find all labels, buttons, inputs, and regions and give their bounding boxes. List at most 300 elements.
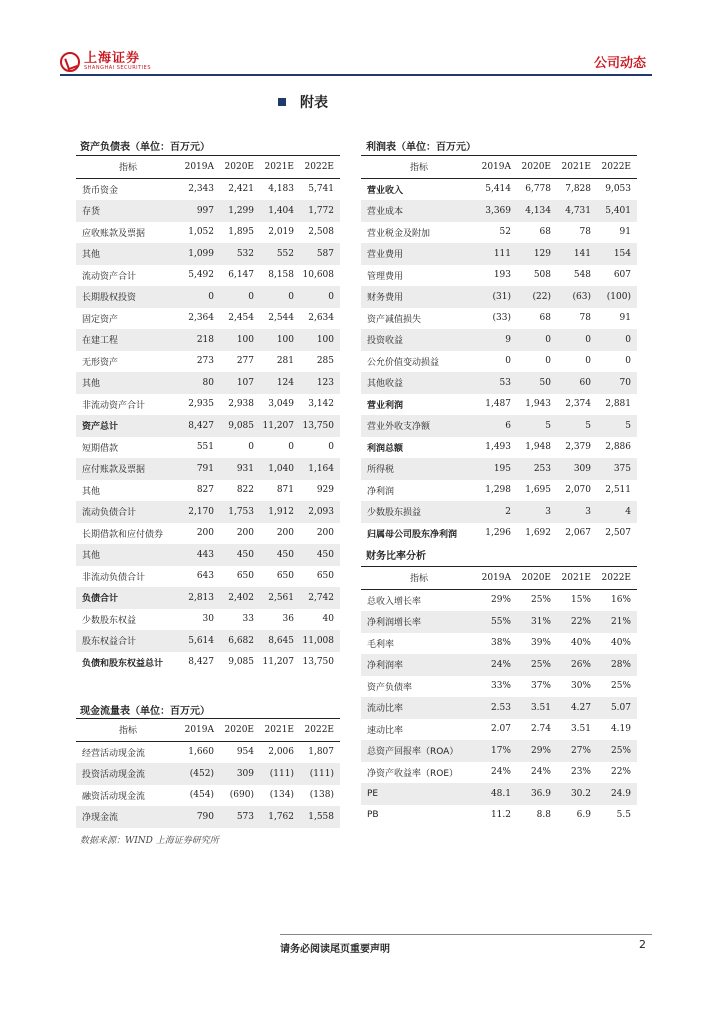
- table-row: [361, 611, 637, 633]
- cell-value: 1,404: [268, 205, 294, 216]
- cell-value: 2,421: [228, 184, 254, 195]
- cell-value: 11,008: [302, 635, 334, 646]
- cell-value: 1,040: [268, 463, 294, 474]
- cell-value: 281: [276, 356, 294, 367]
- row-label: 公允价值变动损益: [367, 357, 440, 368]
- table-row: [361, 265, 637, 287]
- cell-value: (100): [606, 291, 631, 302]
- row-label: 利润总额: [367, 443, 404, 454]
- cell-value: (33): [492, 313, 511, 324]
- cell-value: 36.9: [530, 788, 551, 799]
- table-row: [361, 372, 637, 394]
- cell-value: 0: [545, 356, 551, 367]
- cell-value: 6,778: [525, 184, 551, 195]
- cell-value: 3.51: [530, 702, 551, 713]
- cell-value: 929: [316, 485, 334, 496]
- cell-value: 13,750: [302, 657, 334, 668]
- cell-value: 375: [613, 463, 631, 474]
- cell-value: 791: [196, 463, 214, 474]
- cell-value: 11.2: [490, 810, 511, 821]
- cell-value: 871: [276, 485, 294, 496]
- cell-value: 38%: [490, 638, 511, 649]
- table-row: [76, 329, 340, 351]
- table-row: [361, 243, 637, 265]
- cell-value: 30: [202, 614, 214, 625]
- cell-value: 29%: [490, 595, 511, 606]
- column-header: 2022E: [300, 156, 340, 179]
- cell-value: 29%: [530, 745, 551, 756]
- table-row: [361, 394, 637, 416]
- cell-value: 195: [493, 463, 511, 474]
- column-header: 2021E: [260, 156, 300, 179]
- row-label: 非流动负债合计: [82, 572, 146, 583]
- page-number: 2: [639, 938, 646, 951]
- cell-value: 573: [236, 811, 254, 822]
- cell-value: 24%: [490, 767, 511, 778]
- cell-value: 2,379: [565, 442, 591, 453]
- row-label: 归属母公司股东净利润: [367, 529, 458, 540]
- table-row: [76, 544, 340, 566]
- header-divider: [60, 74, 652, 76]
- cell-value: 0: [288, 442, 294, 453]
- cell-value: 40%: [570, 638, 591, 649]
- cell-value: 1,695: [525, 485, 551, 496]
- cell-value: 931: [236, 463, 254, 474]
- table-row: [361, 501, 637, 523]
- cell-value: 4.27: [570, 702, 591, 713]
- cell-value: (452): [189, 768, 214, 779]
- cell-value: 11,207: [262, 657, 294, 668]
- table-row: [361, 480, 637, 502]
- cell-value: 587: [316, 248, 334, 259]
- cell-value: 1,487: [485, 399, 511, 410]
- cell-value: 8,158: [268, 270, 294, 281]
- cell-value: 200: [236, 528, 254, 539]
- cell-value: 4,183: [268, 184, 294, 195]
- cell-value: 0: [328, 442, 334, 453]
- cell-value: 3,369: [485, 205, 511, 216]
- data-source-note: 数据来源：WIND 上海证券研究所: [80, 836, 219, 846]
- cell-value: 1,052: [188, 227, 214, 238]
- table-row: [76, 630, 340, 652]
- cell-value: 450: [276, 549, 294, 560]
- row-label: 管理费用: [367, 271, 404, 282]
- table-row: [76, 609, 340, 631]
- square-bullet-icon: [278, 98, 286, 106]
- row-label: 资产减值损失: [367, 314, 422, 325]
- footer-disclaimer: 请务必阅读尾页重要声明: [280, 944, 390, 955]
- cell-value: 1,299: [228, 205, 254, 216]
- row-label: 净利润率: [367, 661, 404, 672]
- ratio-analysis-title: 财务比率分析: [366, 551, 426, 562]
- column-header: 2022E: [300, 719, 340, 742]
- cell-value: 2,402: [228, 592, 254, 603]
- cell-value: 8,427: [188, 420, 214, 431]
- cell-value: 53: [499, 377, 511, 388]
- table-row: [361, 351, 637, 373]
- cell-value: 52: [499, 227, 511, 238]
- cell-value: 1,772: [308, 205, 334, 216]
- cell-value: 24%: [490, 659, 511, 670]
- cashflow-title: 现金流量表（单位：百万元）: [80, 706, 210, 717]
- table-row: [361, 308, 637, 330]
- cell-value: 6,682: [228, 635, 254, 646]
- row-label: 资产负债率: [367, 682, 413, 693]
- cell-value: 2,938: [228, 399, 254, 410]
- footer-divider: [280, 934, 652, 935]
- cell-value: 253: [533, 463, 551, 474]
- cell-value: 2,511: [605, 485, 631, 496]
- cell-value: 80: [202, 377, 214, 388]
- cell-value: 8,427: [188, 657, 214, 668]
- table-row: [361, 437, 637, 459]
- cashflow-table: [76, 718, 340, 828]
- table-row: [76, 394, 340, 416]
- cell-value: (31): [492, 291, 511, 302]
- cell-value: 13,750: [302, 420, 334, 431]
- table-row: [361, 415, 637, 437]
- table-row: [361, 676, 637, 698]
- cell-value: 4.19: [610, 724, 631, 735]
- table-row: [76, 200, 340, 222]
- cell-value: 0: [585, 334, 591, 345]
- column-header: 2020E: [220, 156, 260, 179]
- cell-value: 954: [236, 747, 254, 758]
- table-row: [76, 523, 340, 545]
- row-label: 流动负债合计: [82, 508, 137, 519]
- table-row: [361, 805, 637, 827]
- table-header-row: [76, 719, 340, 742]
- cell-value: 4,134: [525, 205, 551, 216]
- table-row: [361, 697, 637, 719]
- table-row: [76, 222, 340, 244]
- column-header: 2019A: [477, 567, 517, 590]
- cell-value: 0: [328, 291, 334, 302]
- cell-value: 100: [316, 334, 334, 345]
- cell-value: 273: [196, 356, 214, 367]
- cell-value: 0: [585, 356, 591, 367]
- row-label: 流动比率: [367, 704, 404, 715]
- cell-value: (22): [532, 291, 551, 302]
- cell-value: 2,454: [228, 313, 254, 324]
- income-statement-table: [361, 155, 637, 544]
- cell-value: 2,170: [188, 506, 214, 517]
- cell-value: 822: [236, 485, 254, 496]
- cell-value: 111: [493, 248, 511, 259]
- cell-value: 450: [316, 549, 334, 560]
- cell-value: 2,343: [188, 184, 214, 195]
- table-row: [76, 458, 340, 480]
- row-label: 财务费用: [367, 293, 404, 304]
- table-row: [361, 740, 637, 762]
- column-header: 2020E: [220, 719, 260, 742]
- cell-value: 9,085: [228, 657, 254, 668]
- cell-value: 548: [573, 270, 591, 281]
- cell-value: 4: [625, 506, 631, 517]
- cell-value: 650: [316, 571, 334, 582]
- cell-value: 15%: [570, 595, 591, 606]
- row-label: 股东权益合计: [82, 637, 137, 648]
- row-label: 应付账款及票据: [82, 465, 146, 476]
- cell-value: 60: [579, 377, 591, 388]
- section-label: 公司动态: [593, 56, 646, 71]
- cell-value: 5,414: [485, 184, 511, 195]
- cell-value: 1,493: [485, 442, 511, 453]
- cell-value: 2,374: [565, 399, 591, 410]
- table-header-row: [361, 567, 637, 590]
- cell-value: 1,298: [485, 485, 511, 496]
- row-label: 短期借款: [82, 443, 119, 454]
- cell-value: 9,085: [228, 420, 254, 431]
- cell-value: 10,608: [302, 270, 334, 281]
- cell-value: 2,019: [268, 227, 294, 238]
- row-label: 经营活动现金流: [82, 748, 146, 759]
- row-label: 速动比率: [367, 725, 404, 736]
- table-header-row: [361, 156, 637, 179]
- cell-value: 40%: [610, 638, 631, 649]
- logo-icon: [60, 52, 80, 72]
- cell-value: 3: [545, 506, 551, 517]
- table-row: [361, 200, 637, 222]
- cell-value: 552: [276, 248, 294, 259]
- cell-value: 21%: [610, 616, 631, 627]
- cell-value: 200: [196, 528, 214, 539]
- cell-value: 39%: [530, 638, 551, 649]
- table-row: [76, 652, 340, 674]
- cell-value: 1,660: [188, 747, 214, 758]
- cell-value: 508: [533, 270, 551, 281]
- cell-value: 643: [196, 571, 214, 582]
- table-row: [76, 785, 340, 807]
- cell-value: 2,508: [308, 227, 334, 238]
- cell-value: 91: [619, 227, 631, 238]
- cell-value: 218: [196, 334, 214, 345]
- cell-value: 31%: [530, 616, 551, 627]
- cell-value: 0: [208, 291, 214, 302]
- cell-value: 9,053: [605, 184, 631, 195]
- cell-value: 650: [276, 571, 294, 582]
- cell-value: 2,813: [188, 592, 214, 603]
- table-row: [76, 566, 340, 588]
- cell-value: (138): [309, 790, 334, 801]
- row-label: 固定资产: [82, 314, 119, 325]
- cell-value: 5: [545, 420, 551, 431]
- cell-value: 141: [573, 248, 591, 259]
- cell-value: 5,492: [188, 270, 214, 281]
- cell-value: 91: [619, 313, 631, 324]
- cell-value: 25%: [530, 659, 551, 670]
- table-row: [361, 222, 637, 244]
- balance-sheet-table: [76, 155, 340, 673]
- cell-value: 6: [505, 420, 511, 431]
- row-label: 资产总计: [82, 422, 119, 433]
- cell-value: 5: [625, 420, 631, 431]
- cell-value: 0: [288, 291, 294, 302]
- cell-value: 2,364: [188, 313, 214, 324]
- row-label: 货币资金: [82, 185, 119, 196]
- cell-value: 30.2: [570, 788, 591, 799]
- cell-value: 0: [625, 334, 631, 345]
- row-label: 所得税: [367, 465, 395, 476]
- cell-value: 7,828: [565, 184, 591, 195]
- cell-value: 50: [539, 377, 551, 388]
- cell-value: 33: [242, 614, 254, 625]
- table-row: [361, 589, 637, 611]
- row-label: 长期借款和应付债券: [82, 529, 164, 540]
- table-row: [361, 633, 637, 655]
- cell-value: 2,881: [605, 399, 631, 410]
- cell-value: 3,049: [268, 399, 294, 410]
- cell-value: 36: [282, 614, 294, 625]
- logo-en-text: SHANGHAI SECURITIES: [84, 65, 152, 71]
- row-label: 总资产回报率（ROA）: [367, 747, 459, 758]
- column-header: 指标: [361, 156, 477, 179]
- cell-value: 1,099: [188, 248, 214, 259]
- row-label: 净利润: [367, 486, 395, 497]
- page-title-text: 附表: [300, 95, 328, 111]
- cell-value: 5,401: [605, 205, 631, 216]
- cell-value: 2,070: [565, 485, 591, 496]
- cell-value: 25%: [530, 595, 551, 606]
- row-label: 无形资产: [82, 357, 119, 368]
- table-row: [76, 415, 340, 437]
- cell-value: (111): [309, 768, 334, 779]
- cell-value: 2,886: [605, 442, 631, 453]
- cell-value: 22%: [570, 616, 591, 627]
- cell-value: (111): [269, 768, 294, 779]
- cell-value: 1,943: [525, 399, 551, 410]
- row-label: 投资收益: [367, 336, 404, 347]
- row-label: 在建工程: [82, 336, 119, 347]
- cell-value: 24.9: [610, 788, 631, 799]
- cell-value: 0: [545, 334, 551, 345]
- row-label: 少数股东损益: [367, 508, 422, 519]
- table-row: [76, 587, 340, 609]
- cell-value: 1,895: [228, 227, 254, 238]
- table-header-row: [76, 156, 340, 179]
- cell-value: 16%: [610, 595, 631, 606]
- row-label: 少数股东权益: [82, 615, 137, 626]
- row-label: 营业费用: [367, 250, 404, 261]
- row-label: 流动资产合计: [82, 271, 137, 282]
- cell-value: 1,753: [228, 506, 254, 517]
- column-header: 指标: [76, 156, 180, 179]
- cell-value: 17%: [490, 745, 511, 756]
- cell-value: 193: [493, 270, 511, 281]
- cell-value: 124: [276, 377, 294, 388]
- cell-value: (134): [269, 790, 294, 801]
- cell-value: 1,692: [525, 528, 551, 539]
- row-label: 净利润增长率: [367, 618, 422, 629]
- cell-value: 6,147: [228, 270, 254, 281]
- table-row: [76, 286, 340, 308]
- cell-value: 827: [196, 485, 214, 496]
- row-label: 其他: [82, 379, 101, 390]
- row-label: 营业成本: [367, 207, 404, 218]
- cell-value: 1,807: [308, 747, 334, 758]
- cell-value: 0: [248, 442, 254, 453]
- column-header: 2019A: [180, 719, 220, 742]
- cell-value: 200: [276, 528, 294, 539]
- row-label: 非流动资产合计: [82, 400, 146, 411]
- cell-value: 25%: [610, 681, 631, 692]
- table-row: [76, 372, 340, 394]
- cell-value: 129: [533, 248, 551, 259]
- table-row: [361, 783, 637, 805]
- cell-value: 650: [236, 571, 254, 582]
- cell-value: 551: [196, 442, 214, 453]
- cell-value: (63): [572, 291, 591, 302]
- cell-value: 1,558: [308, 811, 334, 822]
- cell-value: 2,935: [188, 399, 214, 410]
- cell-value: 4,731: [565, 205, 591, 216]
- cell-value: 8.8: [536, 810, 551, 821]
- row-label: PB: [367, 810, 379, 821]
- table-row: [76, 351, 340, 373]
- cell-value: 24%: [530, 767, 551, 778]
- cell-value: 2,067: [565, 528, 591, 539]
- cell-value: 200: [316, 528, 334, 539]
- table-row: [76, 741, 340, 763]
- cell-value: 6.9: [576, 810, 591, 821]
- cell-value: 0: [505, 356, 511, 367]
- cell-value: 1,164: [308, 463, 334, 474]
- row-label: 投资活动现金流: [82, 770, 146, 781]
- cell-value: 309: [573, 463, 591, 474]
- row-label: 负债和股东权益总计: [82, 658, 164, 669]
- cell-value: 40: [322, 614, 334, 625]
- cell-value: 26%: [570, 659, 591, 670]
- page-title: [278, 92, 328, 112]
- cell-value: 2.07: [490, 724, 511, 735]
- column-header: 2022E: [597, 156, 637, 179]
- table-row: [76, 243, 340, 265]
- cell-value: 5: [585, 420, 591, 431]
- cell-value: 5,741: [308, 184, 334, 195]
- cell-value: 27%: [570, 745, 591, 756]
- cell-value: 2,634: [308, 313, 334, 324]
- cell-value: 100: [236, 334, 254, 345]
- cell-value: 790: [196, 811, 214, 822]
- ratio-analysis-table: [361, 566, 637, 826]
- row-label: 存货: [82, 207, 101, 218]
- cell-value: 107: [236, 377, 254, 388]
- row-label: PE: [367, 788, 379, 799]
- cell-value: 55%: [490, 616, 511, 627]
- cell-value: 1,912: [268, 506, 294, 517]
- cell-value: 2,093: [308, 506, 334, 517]
- cell-value: 532: [236, 248, 254, 259]
- cell-value: 5.5: [616, 810, 631, 821]
- cell-value: 277: [236, 356, 254, 367]
- cell-value: 22%: [610, 767, 631, 778]
- company-logo: [60, 52, 151, 72]
- cell-value: 2: [505, 506, 511, 517]
- column-header: 2021E: [260, 719, 300, 742]
- row-label: 其他: [82, 551, 101, 562]
- row-label: 融资活动现金流: [82, 791, 146, 802]
- cell-value: 1,296: [485, 528, 511, 539]
- cell-value: 48.1: [490, 788, 511, 799]
- balance-sheet-title: 资产负债表（单位：百万元）: [80, 142, 210, 153]
- row-label: 净现金流: [82, 813, 119, 824]
- column-header: 指标: [76, 719, 180, 742]
- column-header: 2020E: [517, 156, 557, 179]
- cell-value: 78: [579, 227, 591, 238]
- row-label: 总收入增长率: [367, 596, 422, 607]
- cell-value: 78: [579, 313, 591, 324]
- table-row: [76, 806, 340, 828]
